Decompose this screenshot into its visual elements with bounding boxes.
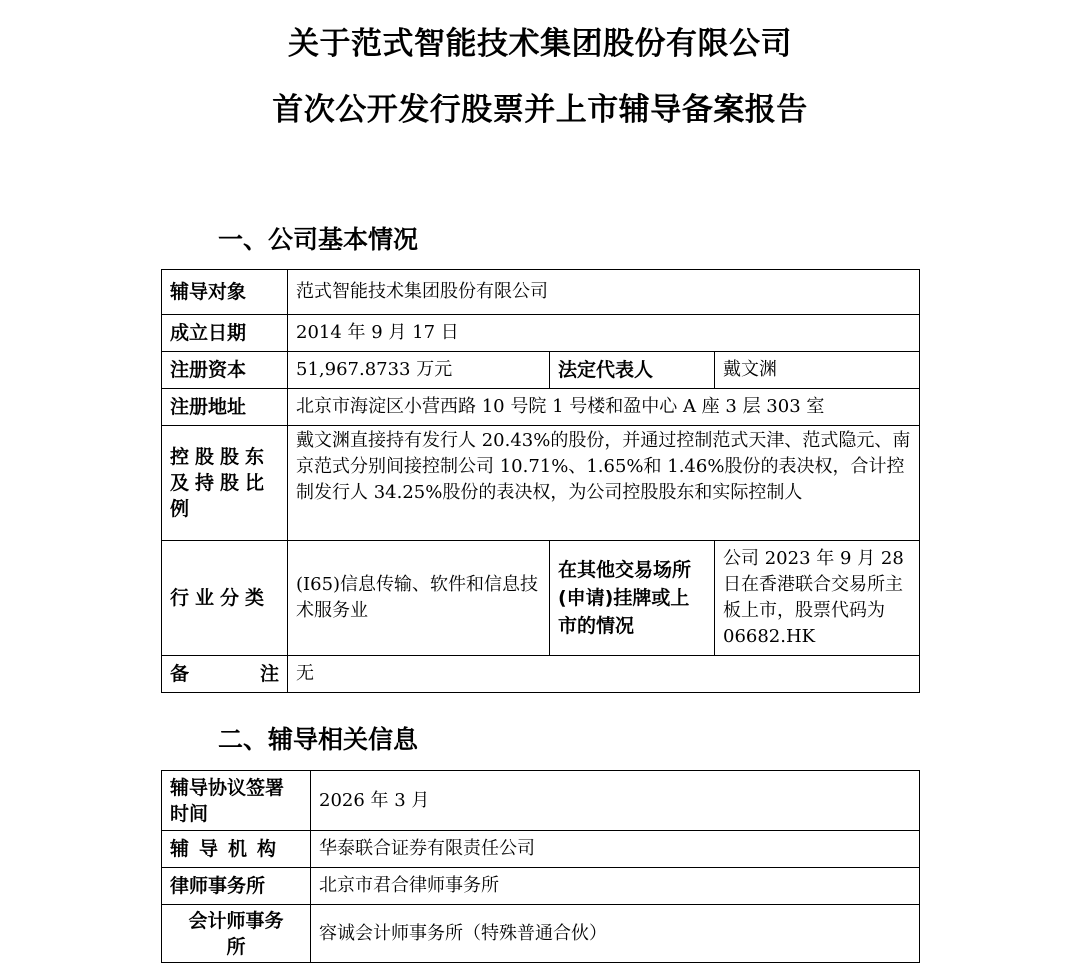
row-label: 法定代表人 [550,352,715,389]
row-label [162,426,288,541]
section1-heading: 一、公司基本情况 [218,225,419,254]
row-value: 无 [288,656,920,693]
row-label: 辅导机构 [162,831,311,868]
table-row [162,771,920,831]
row-value: 戴文渊 [715,352,920,389]
row-value: (I65)信息传输、软件和信息技术服务业 [288,541,550,656]
table-row [162,352,920,389]
label-line: 例 [170,498,196,520]
table-row [162,389,920,426]
table-row [162,868,920,905]
doc-title-line2: 首次公开发行股票并上市辅导备案报告 [272,92,808,128]
row-label: 在其他交易场所(申请)挂牌或上市的情况 [550,541,715,656]
label-char: 备 [170,663,190,685]
tutoring-info-table [161,770,920,963]
table-row [162,831,920,868]
row-value: 华泰联合证券有限责任公司 [311,831,920,868]
table-row [162,541,920,656]
table-row [162,315,920,352]
table-row [162,426,920,541]
row-value: 戴文渊直接持有发行人 20.43%的股份，并通过控制范式天津、范式隐元、南京范式分别间接控制公司 10.71%、1.65%和 1.46%股份的表决权，合计控制发行人 34.25%股份的表决权，为公司控股股东和实际控制人 [288,426,920,541]
row-value: 2026 年 3 月 [311,771,920,831]
row-value: 北京市海淀区小营西路 10 号院 1 号楼和盈中心 A 座 3 层 303 室 [288,389,920,426]
label-line: 控股股东 [170,446,271,468]
table-row [162,656,920,693]
row-value: 容诚会计师事务所（特殊普通合伙） [311,905,920,963]
row-label: 成立日期 [162,315,288,352]
table-row [162,905,920,963]
row-value: 范式智能技术集团股份有限公司 [288,270,920,315]
section2-heading: 二、辅导相关信息 [218,725,419,754]
doc-title-line1: 关于范式智能技术集团股份有限公司 [288,26,792,62]
row-label [162,656,288,693]
label-char: 注 [259,663,279,685]
label-line: 会计师事务 [188,909,284,932]
row-label: 辅导协议签署时间 [162,771,311,831]
row-label [162,905,311,963]
company-info-table [161,269,920,693]
row-value: 公司 2023 年 9 月 28 日在香港联合交易所主板上市，股票代码为 06682.HK [715,541,920,656]
row-label: 注册资本 [162,352,288,389]
row-value: 51,967.8733 万元 [288,352,550,389]
row-value: 北京市君合律师事务所 [311,868,920,905]
row-label: 注册地址 [162,389,288,426]
label-line: 所 [226,935,246,958]
table-row [162,270,920,315]
row-value: 2014 年 9 月 17 日 [288,315,920,352]
label-line: 及持股比 [170,472,271,494]
row-label: 律师事务所 [162,868,311,905]
row-label: 行业分类 [162,541,288,656]
row-label: 辅导对象 [162,270,288,315]
